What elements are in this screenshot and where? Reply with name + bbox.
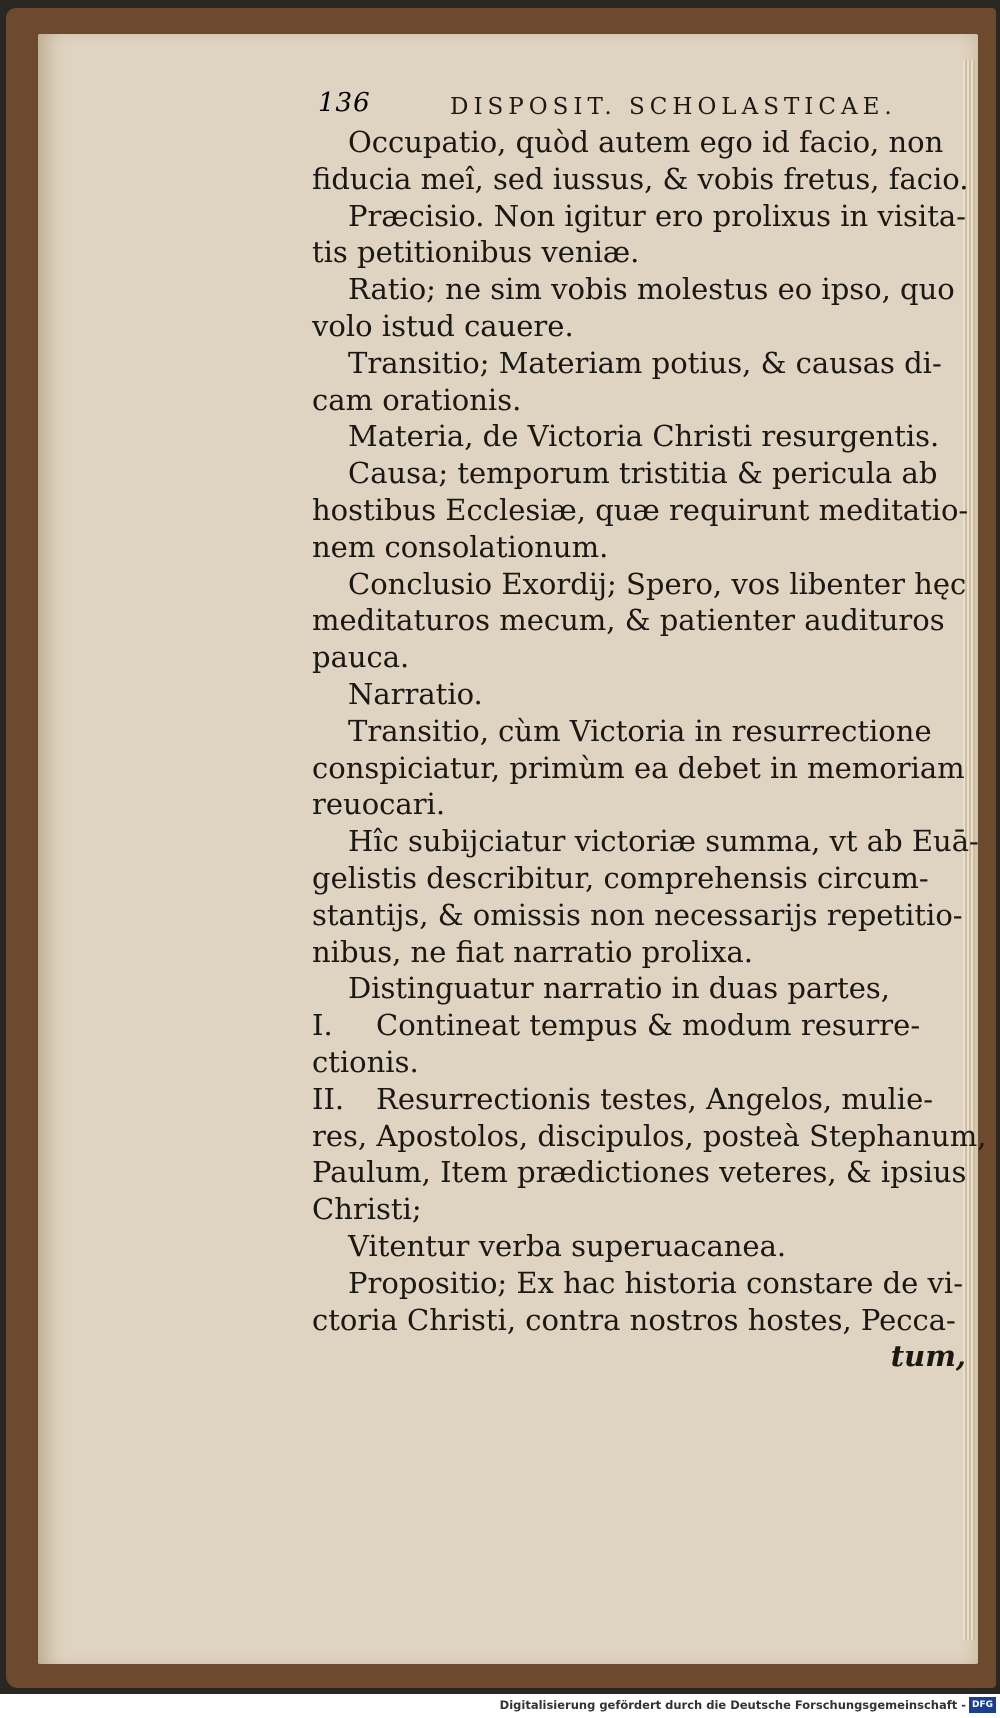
catchword: tum, [890, 1339, 966, 1374]
footer-credit: Digitalisierung gefördert durch die Deutsche Forschungsgemeinschaft - [499, 1698, 966, 1712]
text-line: Narratio. [348, 676, 483, 711]
text-line: Distinguatur narratio in duas partes, [348, 971, 890, 1006]
numeral: I. [312, 1008, 333, 1043]
text-line: Vitentur verba superuacanea. [348, 1228, 787, 1263]
numbered-line [312, 1081, 972, 1118]
text-line: nibus, ne fiat narratio prolixa. [312, 934, 753, 969]
text-line: hostibus Ecclesiæ, quæ requirunt meditatio- [312, 492, 969, 527]
text-line: tis petitionibus veniæ. [312, 235, 640, 270]
text-line: meditaturos mecum, & patienter audituros [312, 603, 945, 638]
text-line: fiducia meî, sed iussus, & vobis fretus, facio. [312, 161, 969, 196]
numbered-line [312, 1007, 972, 1044]
text-line: Materia, de Victoria Christi resurgentis. [348, 419, 940, 454]
text-line: cam orationis. [312, 382, 522, 417]
text-line: gelistis describitur, comprehensis circum- [312, 860, 929, 895]
footer-bar [0, 1694, 1000, 1718]
dfg-logo-icon: DFG [969, 1697, 996, 1713]
text-line: Propositio; Ex hac historia constare de vi- [348, 1265, 964, 1300]
text-line: conspiciatur, primùm ea debet in memoriam [312, 750, 965, 785]
text-line: Resurrectionis testes, Angelos, mulie- [376, 1081, 934, 1116]
text-line: ctoria Christi, contra nostros hostes, Pecca- [312, 1302, 956, 1337]
text-line: Præcisio. Non igitur ero prolixus in visita- [348, 198, 966, 233]
text-line: Conclusio Exordij; Spero, vos libenter hęc [348, 566, 967, 601]
text-line: Paulum, Item prædictiones veteres, & ipsius [312, 1155, 967, 1190]
text-line: volo istud cauere. [312, 308, 574, 343]
text-line: Occupatio, quòd autem ego id facio, non [348, 125, 944, 159]
text-line: nem consolationum. [312, 529, 609, 564]
text-line: reuocari. [312, 787, 446, 822]
text-line: Christi; [312, 1192, 422, 1227]
text-line: Transitio; Materiam potius, & causas di- [348, 345, 942, 380]
numeral: II. [312, 1081, 345, 1116]
text-line: Ratio; ne sim vobis molestus eo ipso, quo [348, 272, 955, 307]
main-text [312, 124, 987, 1375]
text-line: stantijs, & omissis non necessarijs repetitio- [312, 897, 963, 932]
text-line: Causa; temporum tristitia & pericula ab [348, 456, 938, 491]
text-line: Contineat tempus & modum resurre- [376, 1008, 921, 1043]
running-head-title: DISPOSIT. SCHOLASTICAE. [450, 94, 897, 120]
text-line: Transitio, cùm Victoria in resurrectione [348, 713, 932, 748]
text-line: ctionis. [312, 1044, 419, 1079]
text-line: res, Apostolos, discipulos, posteà Stephanum, [312, 1118, 987, 1153]
text-line: Hîc subijciatur victoriæ summa, vt ab Euā- [348, 824, 979, 859]
text-line: pauca. [312, 640, 410, 675]
page-number: 136 [318, 88, 371, 118]
